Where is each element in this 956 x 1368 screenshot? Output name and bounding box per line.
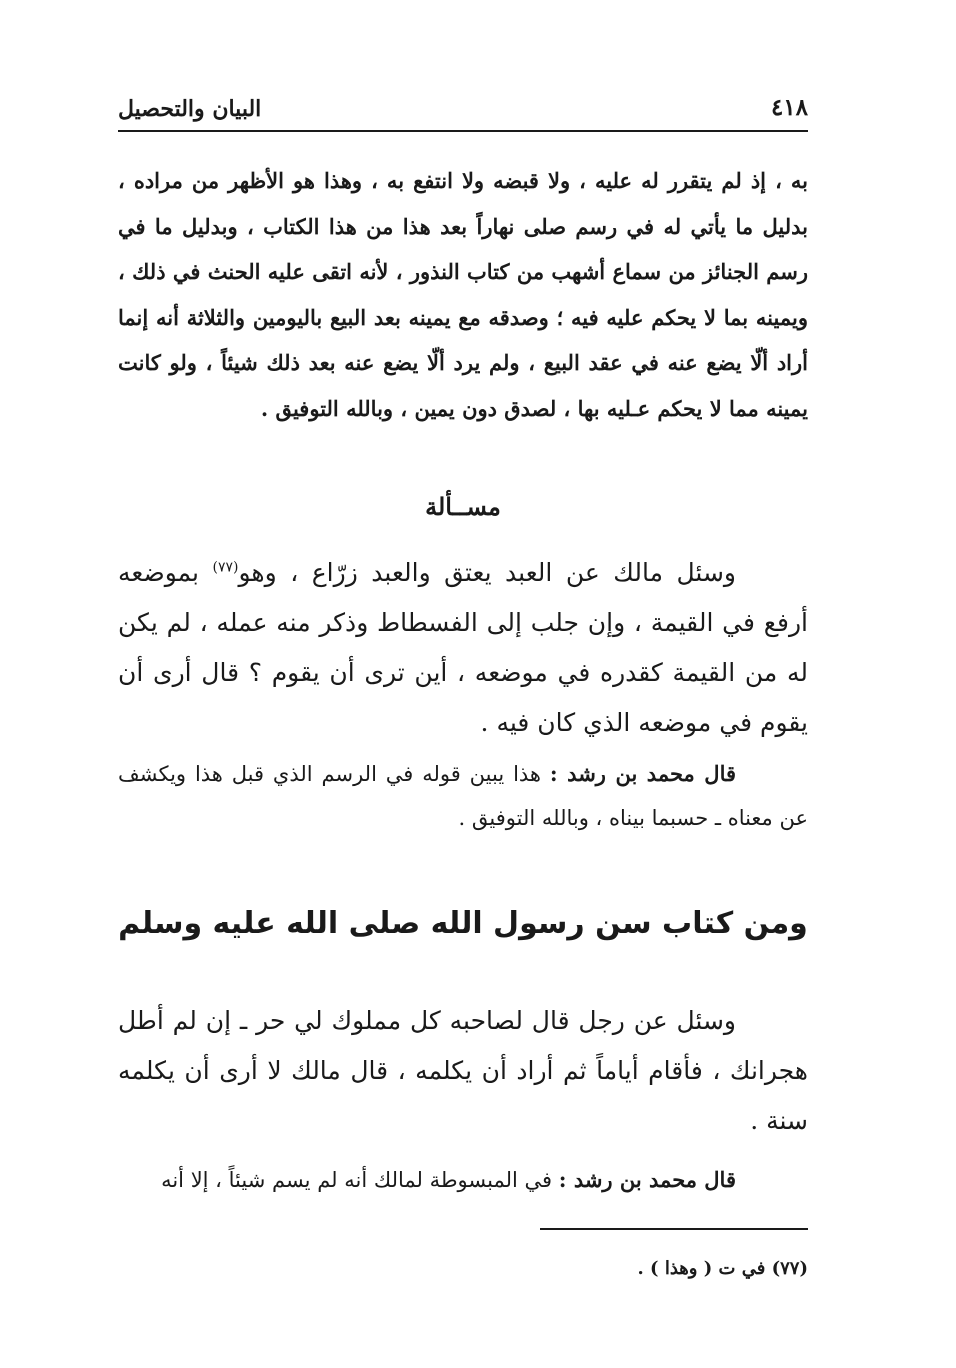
question-paragraph-1 [118, 548, 808, 748]
question-text: وسئل عن رجل قال لصاحبه كل مملوك لي حر ـ إن لم أطل هجرانك ، فأقام أياماً ثم أراد أن يكلمه ، قال مالك لا أرى أن يكلمه سنة . [118, 1006, 808, 1135]
header-divider [118, 130, 808, 132]
running-title: البيان والتحصيل [118, 96, 262, 122]
question-text-rest: بموضعه أرفع في القيمة ، وإن جلب إلى الفسطاط وذكر منه عمله ، لم يكن له من القيمة كقدره في موضعه ، أين ترى أن يقوم ؟ قال أرى أن يقوم في موضعه الذي كان فيه . [118, 558, 808, 737]
footnote-divider [540, 1228, 808, 1230]
page-number: ٤١٨ [770, 94, 808, 121]
page-header [118, 88, 808, 132]
chapter-heading: ومن كتاب سن رسول الله صلى الله عليه وسلم [118, 906, 808, 941]
answer-paragraph-2 [118, 1158, 808, 1202]
answer-paragraph-1 [118, 752, 808, 840]
answer-text: في المبسوطة لمالك أنه لم يسم شيئاً ، إلا أنه [161, 1168, 559, 1192]
paragraph-continuation: به ، إذ لم يتقرر له عليه ، ولا قبضه ولا انتفع به ، وهذا هو الأظهر من مراده ، بدليل ما يأتي له في رسم صلى نهاراً بعد هذا من هذا الكتاب ، وبدليل ما في رسم الجنائز من سماع أشهب من كتاب النذور ، لأنه اتقى عليه الحنث في ذلك ، ويمينه بما لا يحكم عليه فيه ؛ وصدقه مع يمينه بعد البيع باليومين والثلاثة أنه إنما أراد ألّا يضع عنه في عقد البيع ، ولم يرد ألّا يضع عنه بعد ذلك شيئاً ، ولو كانت يمينه مما لا يحكم عـليه بها ، لصدق دون يمين ، وبالله التوفيق . [118, 168, 808, 421]
answer-speaker: قال محمد بن رشد : [549, 761, 737, 786]
question-paragraph-2 [118, 996, 808, 1146]
footnote-reference[interactable]: (٧٧) [212, 559, 239, 576]
footnote: (٧٧) في ت ( وهذا ) . [637, 1258, 808, 1279]
section-heading-masala: مســألة [425, 492, 501, 521]
answer-text: هذا يبين قوله في الرسم الذي قبل هذا ويكشف عن معناه ـ حسبما بيناه ، وبالله التوفيق . [118, 762, 808, 830]
question-text-start: وسئل مالك عن العبد يعتق والعبد زرّاع ، وهو [238, 558, 737, 587]
answer-speaker: قال محمد بن رشد : [558, 1167, 736, 1192]
